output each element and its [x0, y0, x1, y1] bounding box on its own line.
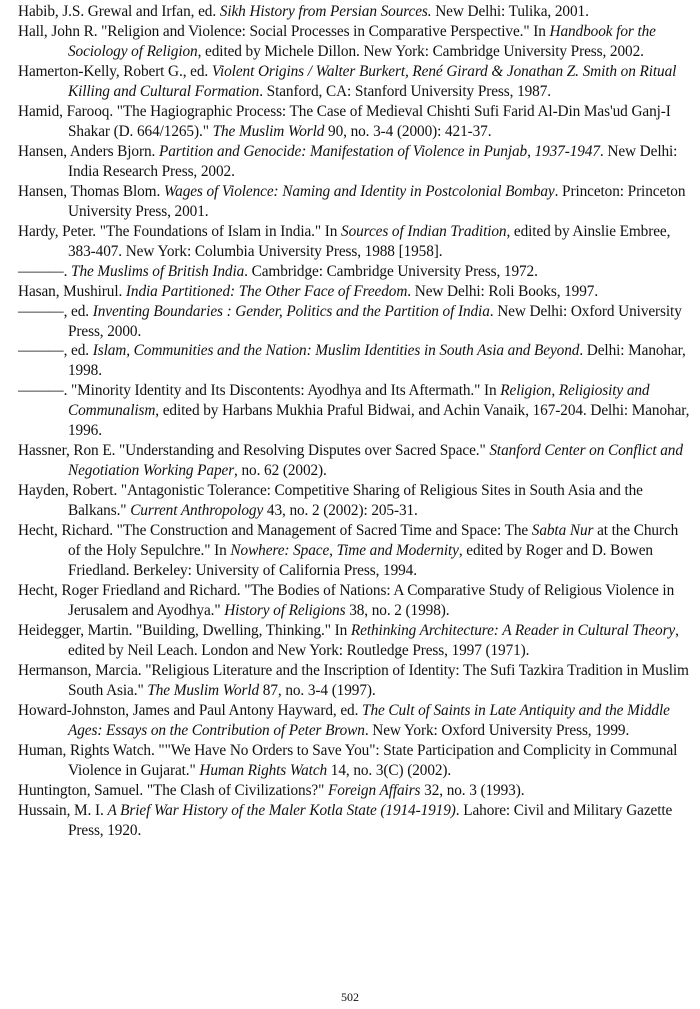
entry-text: Hall, John R. "Religion and Violence: Social Processes in Comparative Perspective." In — [18, 22, 550, 40]
bibliography-entry — [18, 741, 694, 781]
bibliography-entry — [18, 282, 694, 302]
entry-title-italic: Sikh History from Persian Sources. — [219, 3, 432, 20]
entry-text: Hassner, Ron E. "Understanding and Resolving Disputes over Sacred Space." — [18, 442, 490, 460]
entry-title-italic: Handbook for the Sociology of Religion — [68, 22, 656, 60]
entry-title-italic: The Muslims of British India — [71, 262, 245, 280]
bibliography-entry — [18, 102, 694, 142]
entry-text: . New Delhi: India Research Press, 2002. — [68, 142, 678, 180]
entry-text: , edited by Harbans Mukhia Praful Bidwai, and Achin Vanaik, 167-204. Delhi: Manohar, 1996. — [68, 402, 690, 440]
entry-text: New Delhi: Tulika, 2001. — [431, 3, 589, 20]
entry-text: Hansen, Anders Bjorn. — [18, 142, 159, 160]
entry-text: Hecht, Roger Friedland and Richard. "The Bodies of Nations: A Comparative Study of Religious Violence in Jerusalem and Ayodhya." — [18, 582, 675, 620]
entry-text: , edited by Ainslie Embree, 383-407. New York: Columbia University Press, 1988 [1958]. — [68, 222, 671, 260]
entry-title-italic: Human Rights Watch — [199, 761, 328, 779]
entry-text: Hansen, Thomas Blom. — [18, 182, 164, 200]
bibliography-entry — [18, 781, 694, 801]
bibliography-entry — [18, 441, 694, 481]
entry-text: . New York: Oxford University Press, 1999. — [364, 721, 630, 739]
entry-text: . New Delhi: Roli Books, 1997. — [407, 282, 599, 300]
entry-title-italic: Nowhere: Space, Time and Modernity — [230, 542, 459, 560]
entry-text: at the Church of the Holy Sepulchre." In — [68, 522, 679, 560]
entry-text: . Lahore: Civil and Military Gazette Press, 1920. — [68, 801, 673, 839]
bibliography-entry — [18, 581, 694, 621]
bibliography-entry — [18, 661, 694, 701]
entry-text: . Delhi: Manohar, 1998. — [68, 342, 686, 380]
entry-text: Hasan, Mushirul. — [18, 282, 126, 300]
entry-title-italic: A Brief War History of the Maler Kotla State (1914-1919) — [107, 801, 456, 819]
entry-text: ———, ed. — [18, 342, 93, 360]
entry-title-italic: Wages of Violence: Naming and Identity in Postcolonial Bombay — [163, 182, 555, 200]
entry-text: , edited by Neil Leach. London and New York: Routledge Press, 1997 (1971). — [68, 622, 679, 659]
bibliography-entry — [18, 341, 694, 381]
bibliography-entry — [18, 182, 694, 222]
page-number: 502 — [341, 990, 359, 1004]
bibliography-entry — [18, 521, 694, 581]
entry-text: Hardy, Peter. "The Foundations of Islam in India." In — [18, 222, 342, 240]
entry-title-italic: Partition and Genocide: Manifestation of Violence in Punjab, 1937-1947 — [158, 142, 600, 160]
entry-text: , edited by Roger and D. Bowen Friedland. Berkeley: University of California Press, 1994. — [68, 542, 653, 580]
bibliography-entry — [18, 381, 694, 441]
entry-title-italic: The Muslim World — [212, 122, 325, 140]
entry-title-italic: Sources of Indian Tradition — [341, 222, 507, 240]
bibliography-entry — [18, 222, 694, 262]
entry-text: Hamerton-Kelly, Robert G., ed. — [18, 62, 212, 80]
entry-text: 14, no. 3(C) (2002). — [327, 761, 452, 779]
entry-text: 32, no. 3 (1993). — [420, 781, 525, 799]
entry-text: 38, no. 2 (1998). — [345, 602, 450, 620]
entry-text: , no. 62 (2002). — [234, 462, 327, 480]
entry-text: . Cambridge: Cambridge University Press, 1972. — [244, 262, 538, 280]
bibliography-list — [18, 2, 694, 841]
entry-title-italic: The Muslim World — [147, 681, 260, 699]
entry-text: Howard-Johnston, James and Paul Antony Hayward, ed. — [18, 701, 363, 719]
entry-title-italic: Current Anthropology — [130, 502, 264, 520]
bibliography-entry — [18, 22, 694, 62]
bibliography-entry — [18, 302, 694, 342]
entry-text: . Princeton: Princeton University Press, 2001. — [68, 182, 686, 220]
entry-text: 90, no. 3-4 (2000): 421-37. — [324, 122, 492, 140]
bibliography-entry — [18, 801, 694, 841]
entry-text: Heidegger, Martin. "Building, Dwelling, Thinking." In — [18, 622, 351, 640]
bibliography-entry — [18, 262, 694, 282]
entry-text: Hussain, M. I. — [18, 801, 108, 819]
entry-text: Habib, J.S. Grewal and Irfan, ed. — [18, 3, 220, 20]
entry-text: . Stanford, CA: Stanford University Press, 1987. — [259, 82, 551, 100]
entry-title-italic: Violent Origins / Walter Burkert, René Girard & Jonathan Z. Smith on Ritual Killing and Cultural Formation — [68, 62, 677, 100]
entry-text: ———, ed. — [18, 302, 93, 320]
entry-text: , edited by Michele Dillon. New York: Cambridge University Press, 2002. — [197, 42, 644, 60]
entry-title-italic: Religion, Religiosity and Communalism — [68, 382, 650, 420]
bibliography-entry — [18, 142, 694, 182]
entry-title-italic: History of Religions — [224, 602, 346, 620]
entry-title-italic: Sabta Nur — [531, 522, 594, 540]
entry-title-italic: Islam, Communities and the Nation: Muslim Identities in South Asia and Beyond — [92, 342, 580, 360]
entry-text: Hayden, Robert. "Antagonistic Tolerance: Competitive Sharing of Religious Sites in South Asia and the Balkans." — [18, 482, 643, 520]
entry-title-italic: Inventing Boundaries : Gender, Politics and the Partition of India — [92, 302, 490, 320]
entry-text: 87, no. 3-4 (1997). — [259, 681, 376, 699]
entry-title-italic: Foreign Affairs — [328, 781, 421, 799]
entry-text: Human, Rights Watch. ""We Have No Orders to Save You": State Participation and Complicity in Communal Violence in Gujarat." — [18, 741, 678, 779]
entry-text: Huntington, Samuel. "The Clash of Civilizations?" — [18, 781, 328, 799]
entry-text: Hecht, Richard. "The Construction and Management of Sacred Time and Space: The — [18, 522, 532, 540]
entry-title-italic: The Cult of Saints in Late Antiquity and the Middle Ages: Essays on the Contribution of Peter Brown — [68, 701, 670, 739]
entry-text: ———. "Minority Identity and Its Discontents: Ayodhya and Its Aftermath." In — [18, 382, 501, 400]
bibliography-entry — [18, 701, 694, 741]
bibliography-entry — [18, 621, 694, 661]
bibliography-entry — [18, 2, 694, 22]
entry-title-italic: India Partitioned: The Other Face of Freedom — [125, 282, 408, 300]
bibliography-entry — [18, 62, 694, 102]
entry-title-italic: Stanford Center on Conflict and Negotiation Working Paper — [68, 442, 683, 480]
entry-text: 43, no. 2 (2002): 205-31. — [263, 502, 418, 520]
entry-text: . New Delhi: Oxford University Press, 2000. — [68, 302, 682, 340]
bibliography-entry — [18, 481, 694, 521]
entry-title-italic: Rethinking Architecture: A Reader in Cultural Theory — [350, 622, 676, 640]
entry-text: ———. — [18, 262, 72, 280]
entry-text: Hamid, Farooq. "The Hagiographic Process: The Case of Medieval Chishti Sufi Farid Al-Din Mas'ud Ganj-I Shakar (D. 664/1265)." — [18, 102, 671, 140]
entry-text: Hermanson, Marcia. "Religious Literature and the Inscription of Identity: The Sufi Tazkira Tradition in Muslim South Asia." — [18, 661, 689, 699]
